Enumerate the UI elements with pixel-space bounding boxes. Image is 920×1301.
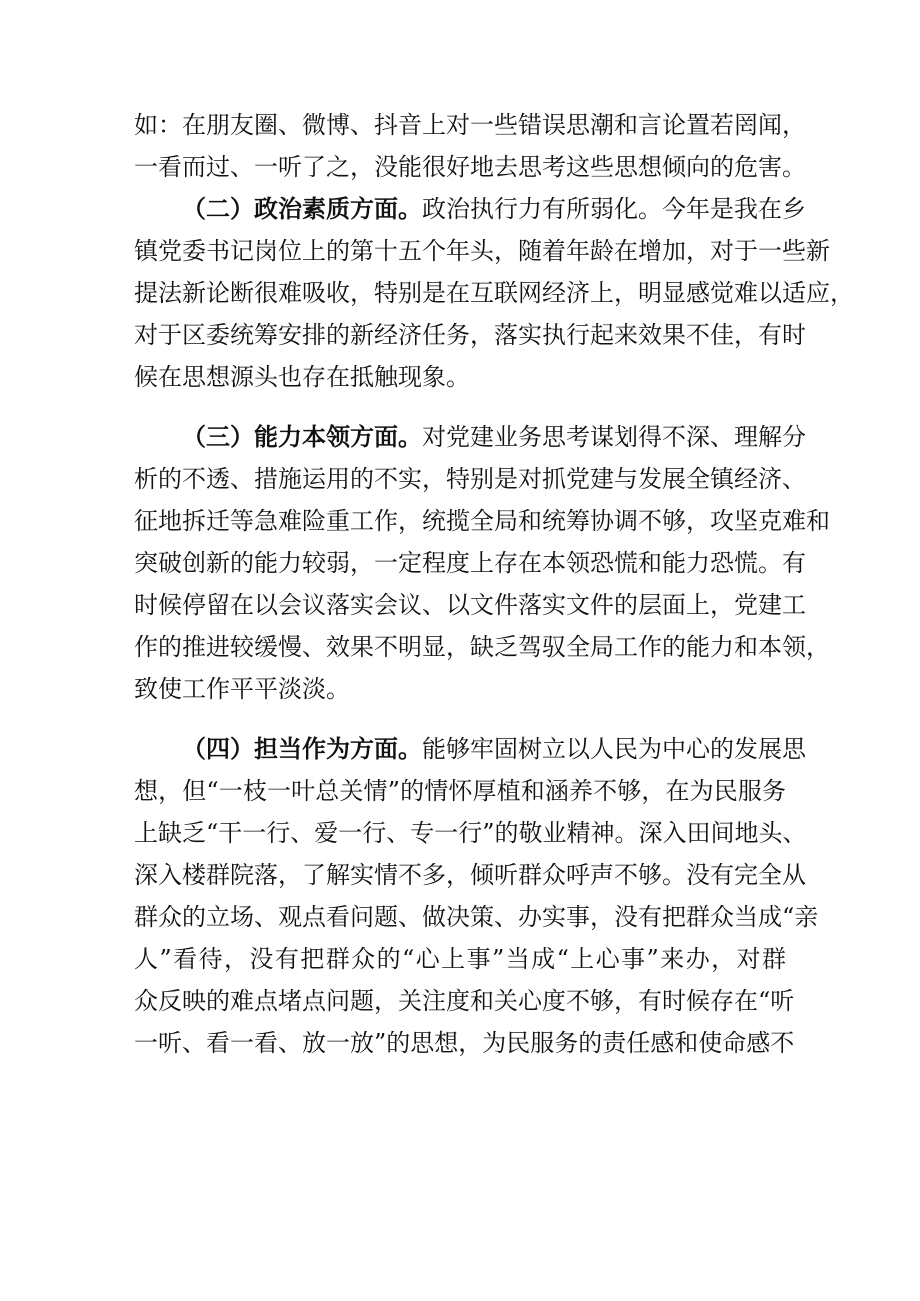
- paragraph-gap: [134, 398, 786, 416]
- document-body: [134, 104, 854, 1064]
- paragraph-line: 群众的立场、观点看问题、做决策、办实事，没有把群众当成“亲: [134, 903, 819, 931]
- paragraph-gap: [134, 710, 786, 728]
- paragraph-line: 上缺乏“干一行、爱一行、专一行”的敬业精神。深入田间地头、: [134, 819, 807, 847]
- paragraph-line: 析的不透、措施运用的不实，特别是对抓党建与发展全镇经济、: [134, 465, 806, 493]
- section-text: 能够牢固树立以人民为中心的发展思: [422, 735, 806, 763]
- section-heading-political-quality: （二）政治素质方面。: [182, 195, 422, 223]
- section-first-line: [134, 728, 806, 770]
- paragraph-line: 镇党委书记岗位上的第十五个年头，随着年龄在增加，对于一些新: [134, 237, 830, 265]
- paragraph-line: 人”看待，没有把群众的“心上事”当成“上心事”来办，对群: [134, 945, 786, 973]
- paragraph-line: 征地拆迁等急难险重工作，统揽全局和统筹协调不够，攻坚克难和: [134, 507, 830, 535]
- section-heading-responsibility: （四）担当作为方面。: [182, 735, 422, 763]
- section-text: 对党建业务思考谋划得不深、理解分: [422, 423, 806, 451]
- paragraph-line: 深入楼群院落，了解实情不多，倾听群众呼声不够。没有完全从: [134, 861, 806, 889]
- paragraph-line: 对于区委统筹安排的新经济任务，落实执行起来效果不佳，有时: [134, 321, 806, 349]
- paragraph-line: 时候停留在以会议落实会议、以文件落实文件的层面上，党建工: [134, 591, 806, 619]
- paragraph-line: 候在思想源头也存在抵触现象。: [134, 363, 470, 391]
- paragraph-line: 想，但“一枝一叶总关情”的情怀厚植和涵养不够，在为民服务: [134, 777, 786, 805]
- paragraph-line: 作的推进较缓慢、效果不明显，缺乏驾驭全局工作的能力和本领，: [134, 633, 830, 661]
- paragraph-line: 致使工作平平淡淡。: [134, 675, 350, 703]
- paragraph-line: 众反映的难点堵点问题，关注度和关心度不够，有时候存在“听: [134, 987, 795, 1015]
- paragraph-line: 突破创新的能力较弱，一定程度上存在本领恐慌和能力恐慌。有: [134, 549, 806, 577]
- paragraph-line: 如：在朋友圈、微博、抖音上对一些错误思潮和言论置若罔闻，: [134, 111, 806, 139]
- section-first-line: [134, 188, 806, 230]
- paragraph-line: 提法新论断很难吸收，特别是在互联网经济上，明显感觉难以适应，: [134, 279, 854, 307]
- section-text: 政治执行力有所弱化。今年是我在乡: [422, 195, 806, 223]
- section-first-line: [134, 416, 806, 458]
- section-heading-capability: （三）能力本领方面。: [182, 423, 422, 451]
- paragraph-line: 一听、看一看、放一放”的思想，为民服务的责任感和使命感不: [134, 1029, 795, 1057]
- paragraph-line: 一看而过、一听了之，没能很好地去思考这些思想倾向的危害。: [134, 153, 806, 181]
